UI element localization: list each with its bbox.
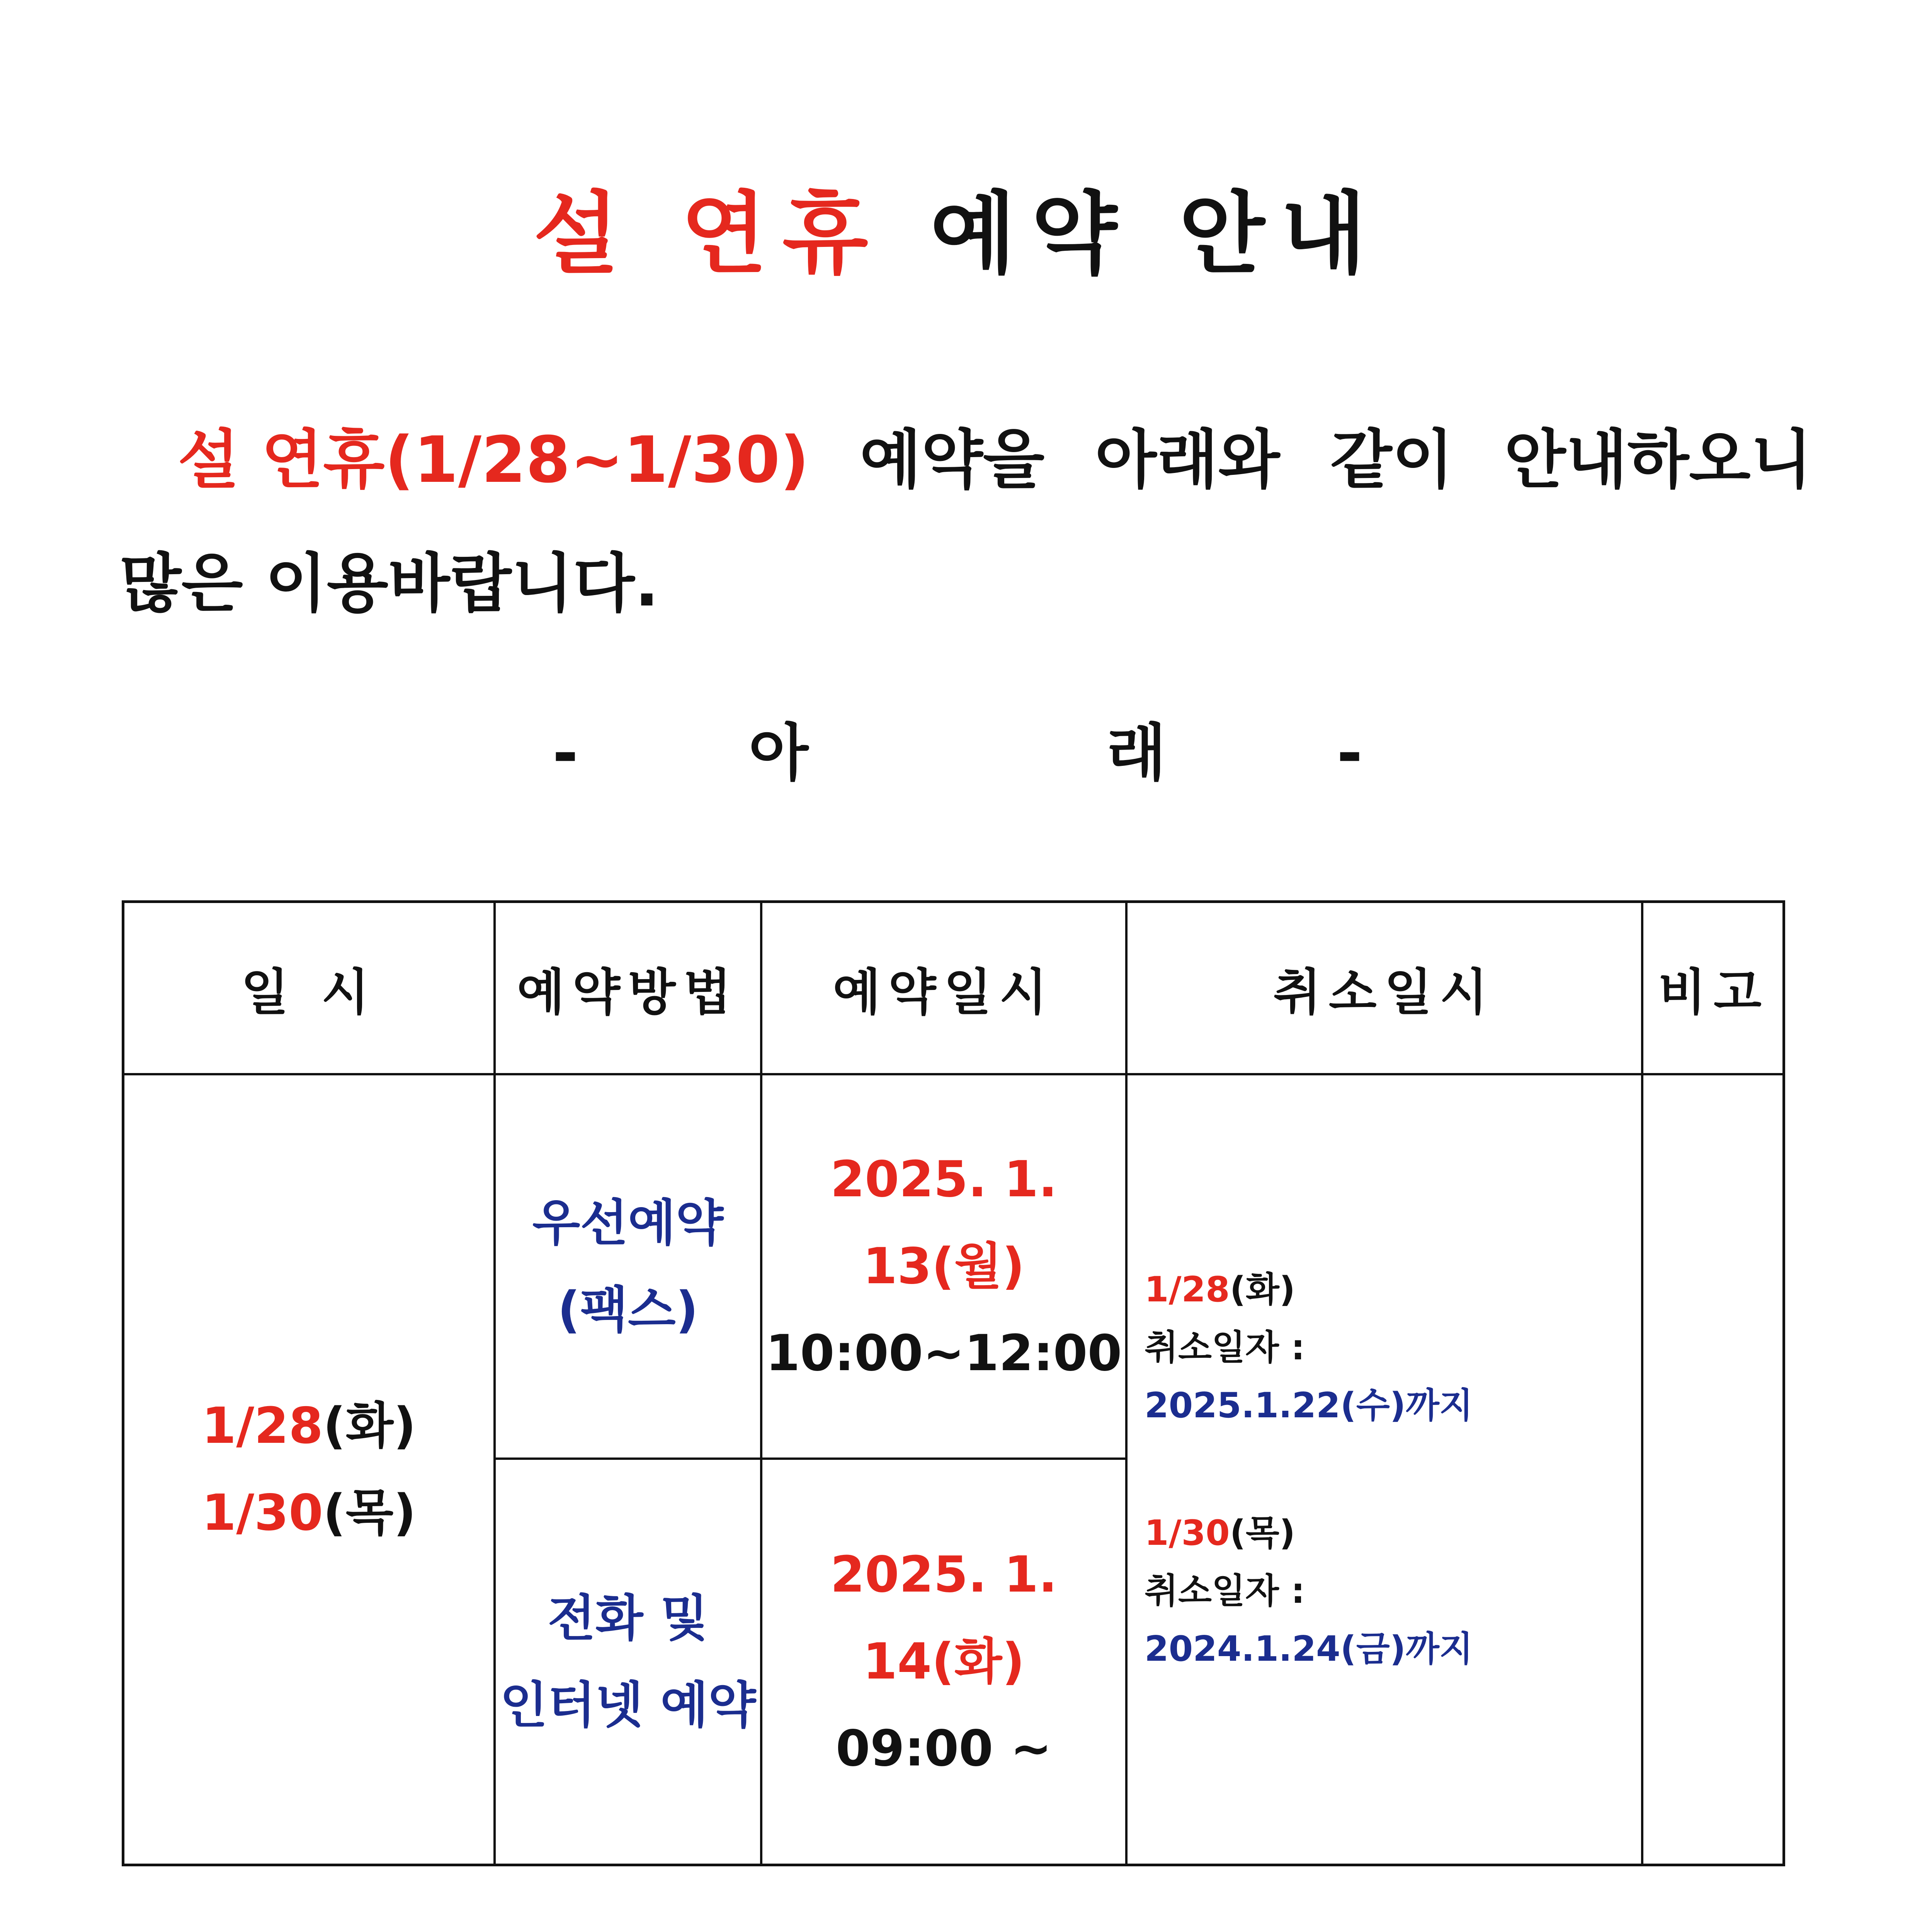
cancel-2-label: 취소일자 :	[1145, 1571, 1305, 1611]
remarks-cell	[1643, 1075, 1784, 1864]
schedule-table	[122, 900, 1785, 1866]
intro-word-4: 안내하오니	[1504, 423, 1812, 497]
date-2: 1/30	[202, 1484, 323, 1542]
cancel-1-day: (화)	[1230, 1269, 1295, 1310]
reservation-cell-1	[762, 1075, 1125, 1458]
reservation-1-date: 2025. 1. 13(월)	[830, 1151, 1058, 1295]
section-heading	[0, 703, 1915, 792]
intro-word-3: 같이	[1330, 423, 1454, 497]
reservation-cell-2	[762, 1460, 1125, 1864]
intro-word-1: 예약을	[860, 423, 1045, 497]
date-1: 1/28	[202, 1397, 323, 1455]
intro-paragraph	[120, 398, 1812, 645]
cancel-2-date: 1/30	[1145, 1513, 1230, 1553]
date-cell	[124, 1075, 493, 1864]
intro-line-2: 많은 이용바랍니다.	[120, 546, 659, 621]
header-date: 일 시	[241, 964, 377, 1021]
reservation-2-date: 2025. 1. 14(화)	[830, 1546, 1058, 1690]
cancel-2-deadline: 2024.1.24(금)까지	[1145, 1629, 1473, 1669]
date-2-day: (목)	[323, 1484, 416, 1542]
heading-dash-right: -	[1337, 717, 1363, 789]
cancel-2-day: (목)	[1230, 1513, 1295, 1553]
date-1-day: (화)	[323, 1397, 416, 1455]
page-title	[0, 162, 1915, 290]
header-remarks: 비고	[1658, 964, 1769, 1021]
reservation-1-time: 10:00∼12:00	[765, 1325, 1122, 1382]
cancel-1-deadline: 2025.1.22(수)까지	[1145, 1385, 1473, 1426]
method-1-line-2: (팩스)	[557, 1281, 699, 1339]
title-highlight: 설 연휴	[533, 183, 884, 286]
header-method: 예약방법	[517, 964, 739, 1021]
cancel-1-label: 취소일자 :	[1145, 1327, 1305, 1368]
intro-holiday: 설 연휴(1/28∼1/30)	[178, 423, 810, 497]
method-2-line-1: 전화 및	[548, 1589, 708, 1647]
method-cell-2	[496, 1460, 760, 1864]
method-2-line-2: 인터넷 예약	[500, 1676, 756, 1734]
heading-char-rae: 래	[1106, 717, 1167, 789]
header-reservation-time: 예약일시	[833, 964, 1055, 1021]
method-1-line-1: 우선예약	[532, 1194, 724, 1252]
cancel-1-date: 1/28	[1145, 1269, 1230, 1310]
heading-dash-left: -	[552, 717, 578, 789]
intro-word-2: 아래와	[1095, 423, 1280, 497]
reservation-2-time: 09:00 ∼	[835, 1720, 1052, 1777]
method-cell-1	[496, 1075, 760, 1458]
header-cancel-time: 취소일시	[1273, 964, 1495, 1021]
cancel-cell	[1145, 1075, 1639, 1864]
heading-char-a: 아	[748, 717, 809, 789]
title-rest: 예약 안내	[930, 183, 1382, 286]
